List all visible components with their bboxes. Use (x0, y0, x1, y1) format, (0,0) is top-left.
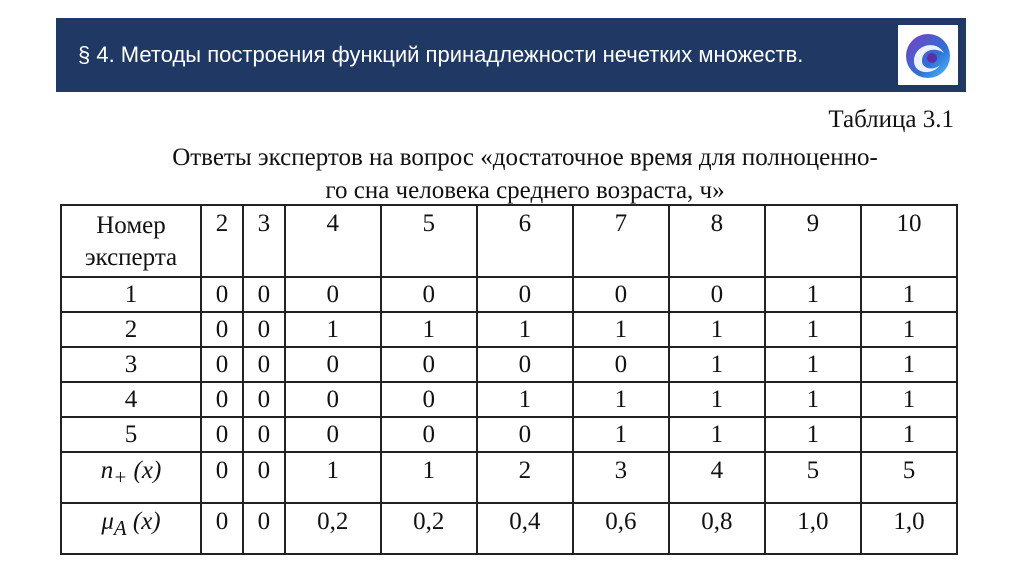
table-row (61, 347, 957, 382)
table-cell: 1 (669, 312, 765, 347)
table-cell: 0,6 (573, 503, 669, 554)
membership-symbol: μ (101, 508, 114, 535)
table-cell: 0 (285, 382, 381, 417)
table-cell: 0 (243, 382, 285, 417)
expert-number-cell: 4 (61, 382, 201, 417)
table-cell: 1 (765, 417, 861, 452)
table-row (61, 382, 957, 417)
table-cell: 1 (861, 277, 957, 312)
table-cell: 1 (669, 417, 765, 452)
table-cell: 0 (669, 277, 765, 312)
table-cell: 0 (201, 382, 243, 417)
membership-symbol-sub: A (113, 516, 127, 540)
table-cell: 0 (201, 312, 243, 347)
experts-table (60, 204, 958, 555)
header-label-line2: эксперта (84, 244, 178, 271)
table-cell: 1 (765, 382, 861, 417)
table-header-row (61, 205, 957, 277)
table-cell: 1 (765, 347, 861, 382)
swirl-logo-icon (898, 25, 958, 85)
table-cell: 0 (243, 312, 285, 347)
table-cell: 0 (201, 347, 243, 382)
table-cell: 0 (201, 452, 243, 503)
membership-row (61, 503, 957, 554)
table-cell: 1 (381, 312, 477, 347)
count-row-label (61, 452, 201, 503)
table-cell: 0 (477, 417, 573, 452)
table-cell: 1,0 (765, 503, 861, 554)
table-cell: 1 (285, 452, 381, 503)
hours-header-cell: 7 (573, 205, 669, 277)
table-caption-line2: го сна человека среднего возраста, ч» (325, 177, 725, 204)
table-cell: 0 (243, 503, 285, 554)
table-cell: 0 (201, 503, 243, 554)
table-cell: 0 (381, 347, 477, 382)
table-cell: 1 (861, 382, 957, 417)
table-cell: 0,2 (381, 503, 477, 554)
table-cell: 0 (381, 382, 477, 417)
table-cell: 0 (201, 417, 243, 452)
count-symbol-sub: + (113, 465, 128, 489)
table-cell: 1 (381, 452, 477, 503)
table-cell: 0 (201, 277, 243, 312)
table-cell: 1 (861, 312, 957, 347)
hours-header-cell: 4 (285, 205, 381, 277)
table-cell: 1 (573, 382, 669, 417)
table-cell: 0,4 (477, 503, 573, 554)
count-row (61, 452, 957, 503)
table-cell: 1,0 (861, 503, 957, 554)
table-caption (90, 141, 960, 207)
table-cell: 1 (477, 312, 573, 347)
table-cell: 0 (285, 277, 381, 312)
table-cell: 0 (243, 347, 285, 382)
expert-number-header (61, 205, 201, 277)
table-cell: 1 (285, 312, 381, 347)
table-cell: 1 (477, 382, 573, 417)
slide-title: § 4. Методы построения функций принадлежности нечетких множеств. (78, 42, 804, 67)
table-cell: 0 (573, 277, 669, 312)
table-cell: 1 (669, 382, 765, 417)
table-cell: 0 (381, 277, 477, 312)
table-cell: 4 (669, 452, 765, 503)
table-cell: 0 (243, 277, 285, 312)
table-number: Таблица 3.1 (828, 106, 954, 133)
hours-header-cell: 2 (201, 205, 243, 277)
expert-number-cell: 5 (61, 417, 201, 452)
expert-number-cell: 1 (61, 277, 201, 312)
hours-header-cell: 6 (477, 205, 573, 277)
membership-row-label (61, 503, 201, 554)
table-cell: 0,8 (669, 503, 765, 554)
table-cell: 1 (861, 417, 957, 452)
table-cell: 1 (765, 277, 861, 312)
table-row (61, 417, 957, 452)
table-cell: 1 (573, 417, 669, 452)
table-cell: 0 (243, 452, 285, 503)
table-cell: 0 (573, 347, 669, 382)
hours-header-cell: 9 (765, 205, 861, 277)
table-cell: 0 (381, 417, 477, 452)
hours-header-cell: 5 (381, 205, 477, 277)
table-cell: 5 (861, 452, 957, 503)
table-row (61, 312, 957, 347)
table-cell: 0,2 (285, 503, 381, 554)
table-cell: 0 (285, 347, 381, 382)
expert-number-cell: 2 (61, 312, 201, 347)
expert-number-cell: 3 (61, 347, 201, 382)
table-cell: 3 (573, 452, 669, 503)
header-label-line1: Номер (96, 212, 166, 239)
table-cell: 0 (243, 417, 285, 452)
hours-header-cell: 3 (243, 205, 285, 277)
table-cell: 0 (477, 347, 573, 382)
table-cell: 1 (669, 347, 765, 382)
table-cell: 1 (861, 347, 957, 382)
table-cell: 1 (573, 312, 669, 347)
table-cell: 0 (477, 277, 573, 312)
table-caption-line1: Ответы экспертов на вопрос «достаточное время для полноценно- (172, 144, 878, 171)
table-row (61, 277, 957, 312)
table-cell: 1 (765, 312, 861, 347)
table-cell: 5 (765, 452, 861, 503)
hours-header-cell: 10 (861, 205, 957, 277)
count-symbol-arg: (x) (133, 457, 162, 484)
count-symbol: n (100, 457, 114, 484)
table-cell: 2 (477, 452, 573, 503)
slide-header (56, 18, 966, 92)
hours-header-cell: 8 (669, 205, 765, 277)
table-cell: 0 (285, 417, 381, 452)
membership-symbol-arg: (x) (132, 508, 161, 535)
